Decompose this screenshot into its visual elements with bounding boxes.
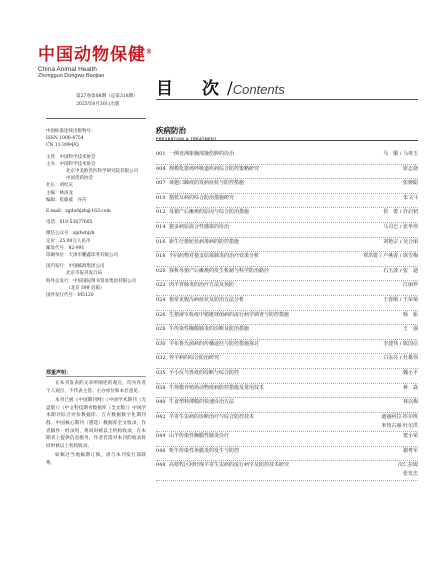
toc-item-title: 不同药物对猪支原体肺炎的治疗效果分析 (169, 253, 260, 260)
toc-item-title: 新生仔猪轮状病毒病的防控措施 (169, 238, 240, 245)
toc-item[interactable] (156, 325, 418, 340)
toc-header (156, 74, 418, 99)
domestic-distribution-2: 北京市报刊发行局 (66, 271, 102, 277)
toc-item-authors: 刘艳宗 / 吴合丽 (383, 238, 418, 245)
toc-item-title: 猪常见腹泻病症状及防治方法分析 (169, 296, 245, 303)
toc-item-authors: 迪丽阿拉·库尔班 (381, 413, 418, 420)
toc-item-authors: 李建伟 / 陈国信 (383, 340, 418, 347)
toc-item[interactable] (156, 369, 418, 384)
toc-item-authors: 窦小荣 (402, 433, 418, 440)
toc-list (156, 150, 418, 481)
disclaimer-title: 郑重声明： (46, 370, 72, 376)
toc-item[interactable] (156, 447, 418, 462)
logo-name-en: China Animal Health (38, 66, 97, 73)
toc-item-authors: 马司仑 / 张华伟 (383, 223, 418, 230)
toc-item-title: 母猪产后瘫痪的原因与综合防治措施 (169, 209, 250, 216)
toc-item-page: 018 (156, 253, 166, 260)
toc-item-title: 牛传染性胸膜肺炎的诊断及防治措施 (169, 326, 250, 333)
toc-item-title: 一例亚洲象胸部撞伤肿的诊治 (169, 151, 235, 157)
left-divider (46, 118, 146, 119)
journal-logo (38, 40, 153, 79)
table-of-contents (156, 0, 418, 575)
overseas-distribution: 海外总发行：中国国际图书贸易集团有限公司 (46, 278, 136, 284)
toc-item-authors: 蒋 焱 (402, 384, 418, 391)
editors: 编辑：崔敏威 谷莎 (46, 197, 87, 203)
sponsor-label: 主办： (46, 161, 60, 167)
section-header (156, 125, 217, 141)
toc-item-authors: 覃洪乾 / 卢燕香 / 徐雪梅 (363, 253, 418, 260)
toc-item-page: 035 (156, 369, 166, 376)
toc-item[interactable] (156, 461, 418, 481)
toc-item-authors: 谢粤军 (402, 447, 418, 454)
toc-item[interactable] (156, 267, 418, 282)
domestic-distribution: 国内发行：中国邮政集团公司 (46, 264, 105, 270)
disclaimer-paragraph: 在本刊发表的文章所阐述的观点，均为作者个人观点，不代表主管、主办单位和本社意见。 (46, 381, 146, 394)
toc-item[interactable] (156, 150, 418, 165)
toc-item-title: 羊寄生虫病的诊断治疗与综合防控技术 (169, 413, 255, 420)
wechat: 微信公众号：zgdwbjzh (46, 231, 95, 237)
sponsor-3: 中国兽药协会 (66, 176, 93, 182)
toc-item-page: 026 (156, 311, 166, 318)
toc-item[interactable] (156, 179, 418, 194)
toc-item-authors: 张婉聪 (402, 180, 418, 187)
email[interactable]: E-mail：zgdwbjzh@163.com (46, 209, 111, 215)
toc-item[interactable] (156, 194, 418, 209)
toc-item-authors-2: 张发忠 (402, 471, 418, 478)
toc-item-title: 牛食塑料薄膜的快速诊治方法 (169, 399, 235, 406)
toc-item-page: 042 (156, 413, 166, 420)
toc-item-title: 谈题口蹄疫的发病症状与防控措施 (169, 180, 245, 187)
toc-item[interactable] (156, 252, 418, 267)
logo-name-pinyin: Zhongguo Dongwu Baojian (38, 73, 105, 79)
price: 定价：25.00元人民币 (46, 238, 91, 244)
toc-item-page: 040 (156, 399, 166, 406)
overseas-code: 国外发行代号：M5120 (46, 293, 94, 299)
toc-title-en: Contents (232, 82, 285, 97)
toc-item-title: 猪蓝耳病的综合防治措施研究 (169, 194, 235, 201)
toc-item-authors: 朱文斗 (402, 194, 418, 201)
toc-item-title: 山羊传染性胸膜性肺炎诊疗 (169, 433, 230, 440)
toc-item-authors: 王春刚 / 王荣菊 (383, 296, 418, 303)
printer: 印刷单位：天津市鹏鑫印务有限公司 (46, 253, 118, 259)
toc-item-title: 猪多病原混合性感染的诊治 (169, 223, 230, 230)
toc-item[interactable] (156, 354, 418, 369)
toc-item-page: 044 (156, 433, 166, 440)
toc-title-slash: / (227, 79, 233, 99)
toc-item-page: 048 (156, 462, 166, 469)
disclaimer (46, 380, 146, 470)
toc-item-title: 羊小反刍兽疫的诊断与综合防控 (169, 369, 240, 376)
toc-item[interactable] (156, 238, 418, 253)
toc-item-authors: 石玉波 / 张 迪 (383, 267, 418, 274)
toc-item-title: 肉羊胃肠炎的治疗方法及预防 (169, 282, 235, 289)
toc-title-cn: 目 次 (156, 79, 225, 99)
toc-item-authors: 王 强 (402, 326, 418, 333)
toc-item-page: 020 (156, 267, 166, 274)
toc-item-page: 012 (156, 209, 166, 216)
toc-item-page: 038 (156, 384, 166, 391)
toc-item-authors: 江丽珍 (402, 282, 418, 289)
toc-item-page: 007 (156, 180, 166, 187)
disclaimer-paragraph: 本刊已被《中国期刊网》《中国学术期刊（光盘版）》《中文科技期刊数据库（全文版）》中国学术期刊综合评价数据库、万方数据数字化期刊群、中国核心期刊（遴选）数据库全文收录，作者稿件一经录用，将同时被以上机构收录，在本期刊上提供信息服务，作者若需对本刊的收录将同时被以上机构收录。 (46, 398, 146, 449)
toc-item-authors: 侯 蕾 / 许启初 (383, 209, 418, 216)
toc-item[interactable] (156, 223, 418, 238)
toc-item-page: 024 (156, 296, 166, 303)
issn-label: 中国标准连续出版物号： (46, 129, 96, 134)
toc-item-authors: 杨 振 (402, 311, 418, 318)
supervisor: 主管：中国科学技术协会 (46, 154, 96, 160)
toc-item[interactable] (156, 340, 418, 355)
toc-item-authors: 席志骁 (402, 165, 418, 172)
toc-header-rule (156, 99, 418, 100)
logo-name-cn: 中国动物保健 (38, 45, 146, 65)
issue-date: 2025年8月30日出版 (76, 102, 120, 107)
toc-item[interactable] (156, 432, 418, 447)
toc-item-page: 032 (156, 355, 166, 362)
sponsor-1: 中国科学技术协会 (59, 161, 96, 167)
toc-item-authors: 白永亮 / 杜雄伟 (383, 355, 418, 362)
toc-item-page: 022 (156, 282, 166, 289)
toc-item-page: 046 (156, 447, 166, 454)
toc-item-title: 牦牛传染性角膜炎的发生与防控 (169, 447, 240, 454)
toc-item-page: 014 (156, 223, 166, 230)
issn: ISSN 1008-4754 (46, 136, 84, 142)
toc-item-page: 001 (156, 151, 166, 157)
toc-item-page: 030 (156, 340, 166, 347)
toc-item-page: 028 (156, 326, 166, 333)
toc-item[interactable] (156, 296, 418, 311)
registered-mark: ® (146, 48, 153, 56)
toc-item-authors: 马 顺 / 马再玉 (383, 151, 418, 157)
toc-item[interactable] (156, 208, 418, 223)
section-title-en: PREVENTION & TREATMENT (156, 137, 217, 141)
sponsor-2: 北京中美欧兽医科学研究院有限公司 (66, 169, 138, 175)
toc-item-page: 016 (156, 238, 166, 245)
disclaimer-paragraph: 如稿过当地稿期订阅，请与本刊发行部联系。 (46, 453, 146, 466)
toc-item-authors: 次仁拉姆 (397, 462, 418, 469)
issue-info (76, 93, 138, 109)
phone: 电话：010-53677685 (46, 220, 93, 226)
toc-item[interactable] (156, 398, 418, 413)
editor-in-chief: 主编：林涛龙 (46, 190, 73, 196)
toc-item-title: 牛规模养殖场动物疫病防控措施及常用技术 (169, 384, 265, 391)
toc-item[interactable] (156, 311, 418, 326)
issue-volume: 第27卷第08期（总第318期） (76, 94, 138, 99)
overseas-distribution-2: （北京 399 信箱） (66, 285, 105, 291)
toc-item-title: 羊布鲁氏菌病的传播途径与防控措施探讨 (169, 340, 260, 347)
toc-item-authors: 魏小平 (402, 369, 418, 376)
toc-item-title: 生猪屠宰检疫中猪链球菌病的流行病学调查与防控措施 (169, 311, 290, 318)
toc-item-page: 004 (156, 165, 166, 172)
toc-item-title: 高寒牧区阿旺绵羊寄生虫病的流行病学及防控技术研究 (169, 462, 290, 469)
toc-item-authors: 林以梅 (402, 399, 418, 406)
left-column (0, 0, 153, 575)
toc-item[interactable] (156, 281, 418, 296)
toc-item[interactable] (156, 413, 418, 433)
disclaimer-divider (46, 376, 146, 377)
publication-info (46, 128, 146, 299)
mail-code: 邮发代号：82-991 (46, 245, 85, 251)
section-rule (156, 140, 418, 141)
toc-item-page: 010 (156, 194, 166, 201)
president: 社长：刘纪庆 (46, 183, 73, 189)
cn-number: CN 11-3994/Q (46, 143, 79, 149)
toc-item-title: 规模化猪场呼吸道疾病综合防控策略研究 (169, 165, 260, 172)
section-title-cn: 疾病防治 (156, 126, 186, 135)
toc-item[interactable] (156, 165, 418, 180)
toc-item-authors-2: 米热古丽·吐尔洪 (381, 422, 418, 429)
toc-item[interactable] (156, 384, 418, 399)
toc-item-title: 探析母猪产后瘫痪的发生机制与科学防治路径 (169, 267, 270, 274)
toc-item-title: 养羊病的综合防治研究 (169, 355, 220, 362)
